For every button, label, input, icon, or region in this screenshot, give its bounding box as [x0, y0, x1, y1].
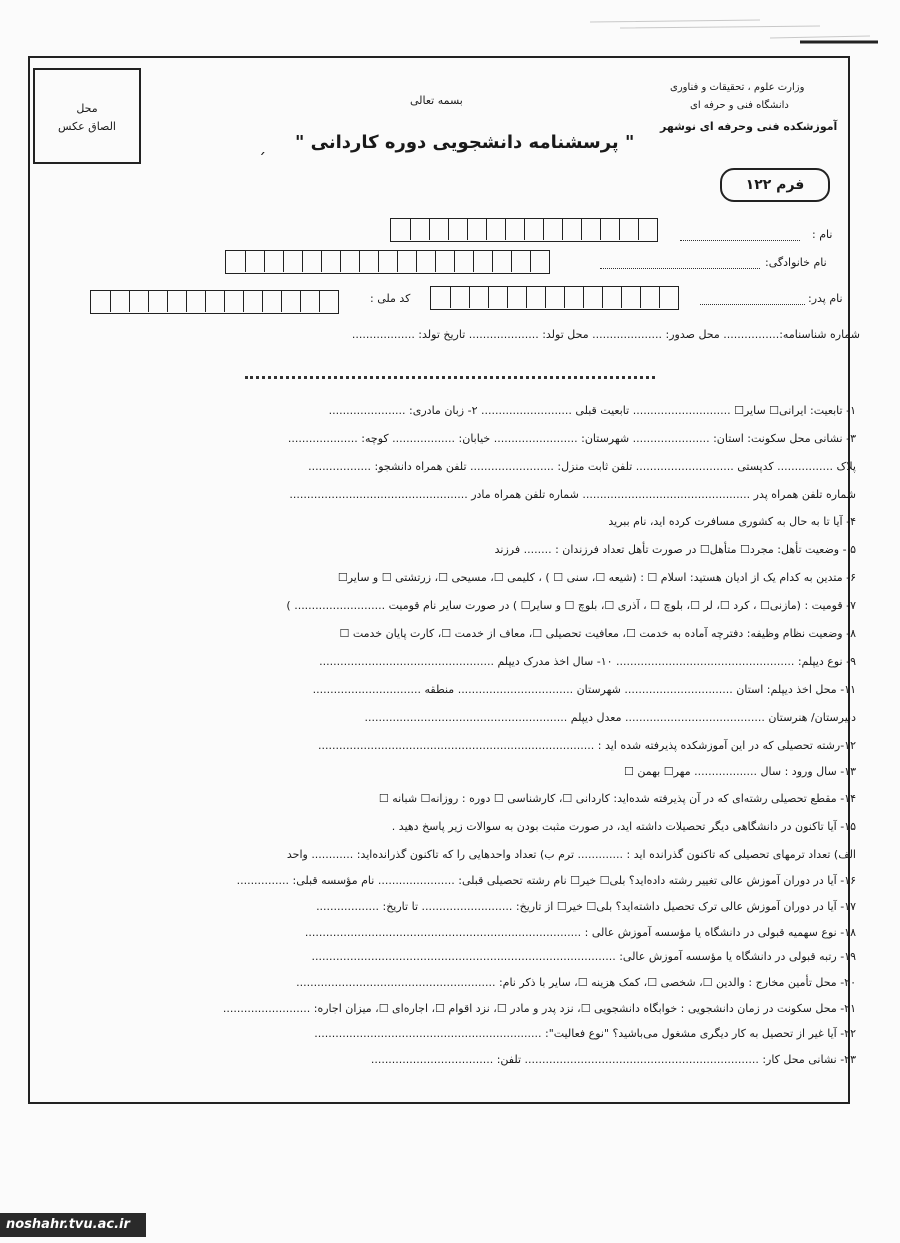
university-name: دانشگاه فنی و حرفه ای: [690, 100, 789, 111]
item-6: ۶- متدین به کدام یک از ادیان هستید: اسلام ☐ : (شیعه ☐، سنی ☐ ) ، کلیمی ☐، مسیحی ☐، زرتشتی ☐ و سایر☐: [337, 571, 856, 584]
form-title: " پرسشنامه دانشجویی دوره کاردانی ": [295, 132, 635, 153]
item-15: ۱۵- آیا تاکنون در دانشگاهی دیگر تحصیلات داشته اید، در صورت مثبت بودن به سوالات زیر پاسخ دهید .: [391, 820, 856, 833]
item-8: ۸- وضعیت نظام وظیفه: دفترچه آماده به خدمت ☐، معافیت تحصیلی ☐، معاف از خدمت ☐، کارت پایان خدمت ☐: [339, 627, 856, 640]
item-9-10: ۹- نوع دیپلم: ................................................... ۱۰- سال اخذ مدرک دیپلم ..................................................: [319, 655, 856, 668]
item-3: ۳- نشانی محل سکونت: استان: ...................... شهرستان: ........................ خیابان: .................. کوچه: ....................: [287, 432, 856, 445]
item-7: ۷- قومیت : (مازنی☐ ، کرد ☐، لر ☐، بلوچ ☐ ، آذری ☐، بلوچ ☐ و سایر☐ ) در صورت سایر نام قومیت .......................... ): [286, 599, 856, 612]
scan-artifact-marks: [560, 8, 880, 48]
item-16: ۱۶- آیا در دوران آموزش عالی تغییر رشته داده‌اید؟ بلی☐ خیر☐ نام رشته تحصیلی قبلی: ...................... نام مؤسسه قبلی: ...............: [236, 874, 856, 887]
item-13: ۱۳- سال ورود : سال .................. مهر☐ بهمن ☐: [624, 765, 856, 778]
item-21: ۲۱- محل سکونت در زمان دانشجویی : خوابگاه دانشجویی ☐، نزد پدر و مادر ☐، نزد اقوام ☐، اجاره‌ای ☐، میزان اجاره: .........................: [222, 1002, 856, 1015]
bismillah: بسمه تعالی: [410, 94, 463, 107]
item-14: ۱۴- مقطع تحصیلی رشته‌ای که در آن پذیرفته شده‌اید: کاردانی ☐، کارشناسی ☐ دوره : روزانه☐ شبانه ☐: [378, 792, 856, 805]
item-19: ۱۹- رتبه قبولی در دانشگاه یا مؤسسه آموزش عالی: .......................................................................................: [311, 950, 856, 963]
national-code-label: کد ملی :: [370, 292, 411, 305]
name-boxes[interactable]: [390, 218, 658, 242]
photo-label-1: محل: [76, 102, 98, 115]
item-22: ۲۲- آیا غیر از تحصیل به کار دیگری مشغول می‌باشید؟ "نوع فعالیت": .................................................................: [314, 1027, 856, 1040]
item-11: ۱۱- محل اخذ دیپلم: استان ............................... شهرستان ................................. منطقه ...............................: [312, 683, 856, 696]
footer-url[interactable]: noshahr.tvu.ac.ir: [0, 1213, 146, 1237]
item-15-a-b: الف) تعداد ترمهای تحصیلی که تاکنون گذرانده اید : ............. ترم ب) تعداد واحدهایی را که تاکنون گذرانده‌اید: ............ واحد: [286, 848, 856, 861]
item-23: ۲۳- نشانی محل کار: ................................................................... تلفن: ...................................: [370, 1053, 856, 1066]
item-17: ۱۷- آیا در دوران آموزش عالی ترک تحصیل داشته‌اید؟ بلی☐ خیر☐ از تاریخ: .......................... تا تاریخ: ..................: [316, 900, 856, 913]
family-boxes[interactable]: [225, 250, 550, 274]
name-dots: [680, 230, 800, 241]
father-label: نام پدر:: [808, 292, 843, 305]
separator-dots: [245, 376, 655, 379]
national-code-boxes[interactable]: [90, 290, 339, 314]
photo-box: [33, 68, 141, 164]
item-4: ۴- آیا تا به حال به کشوری مسافرت کرده اید، نام ببرید: [608, 515, 856, 528]
photo-label-2: الصاق عکس: [58, 120, 116, 133]
item-18: ۱۸- نوع سهمیه قبولی در دانشگاه یا مؤسسه آموزش عالی : ...............................................................................: [304, 926, 856, 939]
item-1: ۱- تابعیت: ایرانی☐ سایر☐ ............................ تابعیت قبلی .......................... ۲- زبان مادری: ......................: [328, 404, 856, 417]
item-5: ۵ - وضعیت تأهل: مجرد☐ متأهل☐ در صورت تأهل تعداد فرزندان : ........ فرزند: [494, 543, 856, 556]
form-number: فرم ۱۲۲: [720, 168, 830, 202]
parent-phones: شماره تلفن همراه پدر ................................................ شماره تلفن همراه مادر ...................................................: [289, 488, 856, 501]
family-label: نام خانوادگی:: [765, 256, 827, 269]
item-12: ۱۲-رشته تحصیلی که در این آموزشکده پذیرفته شده اید : ...............................................................................: [318, 739, 856, 752]
name-label: نام :: [812, 228, 833, 241]
father-dots: [700, 294, 805, 305]
id-line: شماره شناسنامه:................ محل صدور: .................... محل تولد: .................... تاریخ تولد: ..................: [351, 328, 860, 341]
father-boxes[interactable]: [430, 286, 679, 310]
college-name: آموزشکده فنی وحرفه ای نوشهر: [660, 120, 838, 133]
pen-mark: ˏ: [258, 136, 266, 155]
item-11-cont: دبیرستان/ هنرستان ........................................ معدل دیپلم ..........................................................: [364, 711, 856, 724]
family-dots: [600, 258, 760, 269]
item-3-cont: پلاک ................ کدپستی ............................ تلفن ثابت منزل: ........................ تلفن همراه دانشجو: ..................: [308, 460, 856, 473]
ministry-name: وزارت علوم ، تحقیقات و فناوری: [670, 82, 805, 93]
item-20: ۲۰- محل تأمین مخارج : والدین ☐، شخصی ☐، کمک هزینه ☐، سایر با ذکر نام: .........................................................: [296, 976, 856, 989]
